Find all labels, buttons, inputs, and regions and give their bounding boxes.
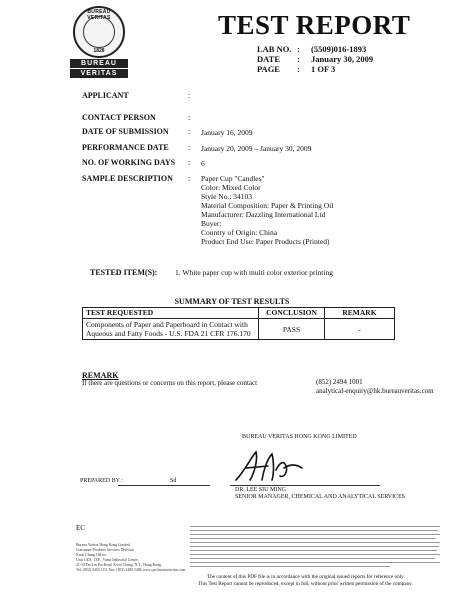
seal-text: BUREAU VERITAS bbox=[87, 9, 111, 21]
sample-desc-line: Manufacturer: Dazzling International Ltd bbox=[201, 210, 326, 219]
lab-no-value: (5509)016-1893 bbox=[311, 44, 367, 54]
sample-desc-line: Color: Mixed Color bbox=[201, 183, 261, 192]
footer-notice-2: This Test Report cannot be reproduced, except in full, without prior written permission of the company. bbox=[198, 581, 413, 587]
sample-desc-line: Paper Cup "Candles" bbox=[201, 174, 265, 183]
handwritten-signature bbox=[232, 446, 308, 486]
address-line: Kwai Chung Office: bbox=[76, 553, 107, 557]
header-remark: REMARK bbox=[324, 308, 394, 319]
address-line: Unit 1303, 13/F., Vanta Industrial Centre, bbox=[76, 558, 139, 562]
summary-table bbox=[82, 307, 395, 340]
sample-desc-line: Material Composition: Paper & Printing Oil bbox=[201, 201, 334, 210]
performance-date-label: PERFORMANCE DATE bbox=[82, 143, 169, 152]
working-days-label: NO. OF WORKING DAYS bbox=[82, 158, 176, 167]
address-line: Bureau Veritas Hong Kong Limited bbox=[76, 543, 131, 547]
bureau-veritas-logo bbox=[70, 6, 128, 86]
contact-person-label: CONTACT PERSON bbox=[82, 113, 156, 122]
performance-colon: : bbox=[188, 143, 191, 152]
meta-colon: : bbox=[297, 54, 300, 64]
meta-lab-no bbox=[257, 44, 366, 54]
date-of-submission-value: January 16, 2009 bbox=[201, 128, 253, 137]
table-row bbox=[83, 319, 395, 340]
signer-title: SENIOR MANAGER, CHEMICAL AND ANALYTICAL SERVICES bbox=[235, 494, 406, 500]
fine-print-terms bbox=[190, 526, 440, 570]
address-line: Consumer Products Services Division bbox=[76, 548, 134, 552]
sample-desc-line: Buyer: bbox=[201, 219, 222, 228]
seal-inner-ring bbox=[83, 16, 115, 48]
sample-desc-line: Country of Origin: China bbox=[201, 228, 278, 237]
meta-colon: : bbox=[297, 64, 300, 74]
applicant-label: APPLICANT bbox=[82, 91, 129, 100]
date-of-submission-label: DATE OF SUBMISSION bbox=[82, 127, 169, 136]
working-days-value: 6 bbox=[201, 159, 205, 168]
meta-colon: : bbox=[297, 44, 300, 54]
sample-description-label: SAMPLE DESCRIPTION bbox=[82, 174, 173, 183]
header-conclusion: CONCLUSION bbox=[259, 308, 325, 319]
prepared-by-value: Sd bbox=[170, 478, 177, 484]
applicant-colon: : bbox=[188, 91, 191, 100]
prepared-by-label: PREPARED BY : bbox=[80, 478, 123, 484]
submission-colon: : bbox=[188, 127, 191, 136]
address-line: 21-33 Tai Lin Pai Road, Kwai Chung, N.T., Hong Kong bbox=[76, 563, 162, 567]
ec-mark: EC bbox=[76, 524, 85, 532]
signer-name: DR. LEE SIU MING bbox=[235, 487, 286, 493]
signature-line bbox=[230, 485, 380, 486]
conclusion-cell: PASS bbox=[259, 319, 325, 340]
contact-phone: (852) 2494 1001 bbox=[316, 378, 363, 386]
remark-cell: - bbox=[324, 319, 394, 340]
sample-desc-line: Style No.: 34103 bbox=[201, 192, 253, 201]
logo-bar-bottom: VERITAS bbox=[70, 69, 128, 78]
sample-colon: : bbox=[188, 174, 191, 183]
contact-colon: : bbox=[188, 113, 191, 122]
logo-bar-top: BUREAU bbox=[70, 59, 128, 68]
contact-email[interactable]: analytical-enquiry@hk.bureauveritas.com bbox=[316, 387, 434, 395]
seal-year: 1828 bbox=[93, 48, 105, 54]
test-requested-cell: Components of Paper and Paperboard in Contact with Aqueous and Fatty Foods - U.S. FDA 21 CFR 176.170 bbox=[83, 319, 259, 340]
tested-items-value: 1. White paper cup with multi color exterior printing bbox=[175, 268, 333, 277]
page-value: 1 OF 3 bbox=[311, 64, 336, 74]
working-days-colon: : bbox=[188, 158, 191, 167]
page-label: PAGE bbox=[257, 64, 280, 74]
date-value: January 30, 2009 bbox=[311, 54, 374, 64]
seal-emblem bbox=[73, 6, 125, 58]
report-title: TEST REPORT bbox=[218, 10, 411, 40]
prepared-by-line bbox=[118, 485, 210, 486]
summary-title: SUMMARY OF TEST RESULTS bbox=[174, 297, 290, 306]
performance-date-value: January 20, 2009 – January 30, 2009 bbox=[201, 144, 312, 153]
date-label: DATE bbox=[257, 54, 280, 64]
meta-page bbox=[257, 64, 335, 74]
header-test-requested: TEST REQUESTED bbox=[83, 308, 259, 319]
remark-heading: REMARK bbox=[82, 371, 119, 380]
tested-items-label: TESTED ITEM(S): bbox=[90, 268, 158, 277]
summary-header-row bbox=[83, 308, 395, 319]
meta-date bbox=[257, 54, 373, 64]
sample-desc-line: Product End Use: Paper Products (Printed) bbox=[201, 237, 330, 246]
lab-no-label: LAB NO. bbox=[257, 44, 292, 54]
company-name: BUREAU VERITAS HONG KONG LIMITED bbox=[242, 434, 357, 440]
address-line: Tel: (852) 2418 1111 Fax: (852) 2480 5486 www.cps.bureauveritas.com bbox=[76, 568, 186, 572]
footer-notice-1: The content of this PDF file is in accordance with the original issued reports for reference only. bbox=[207, 574, 405, 580]
remark-text: If there are questions or concerns on this report, please contact bbox=[82, 379, 258, 387]
